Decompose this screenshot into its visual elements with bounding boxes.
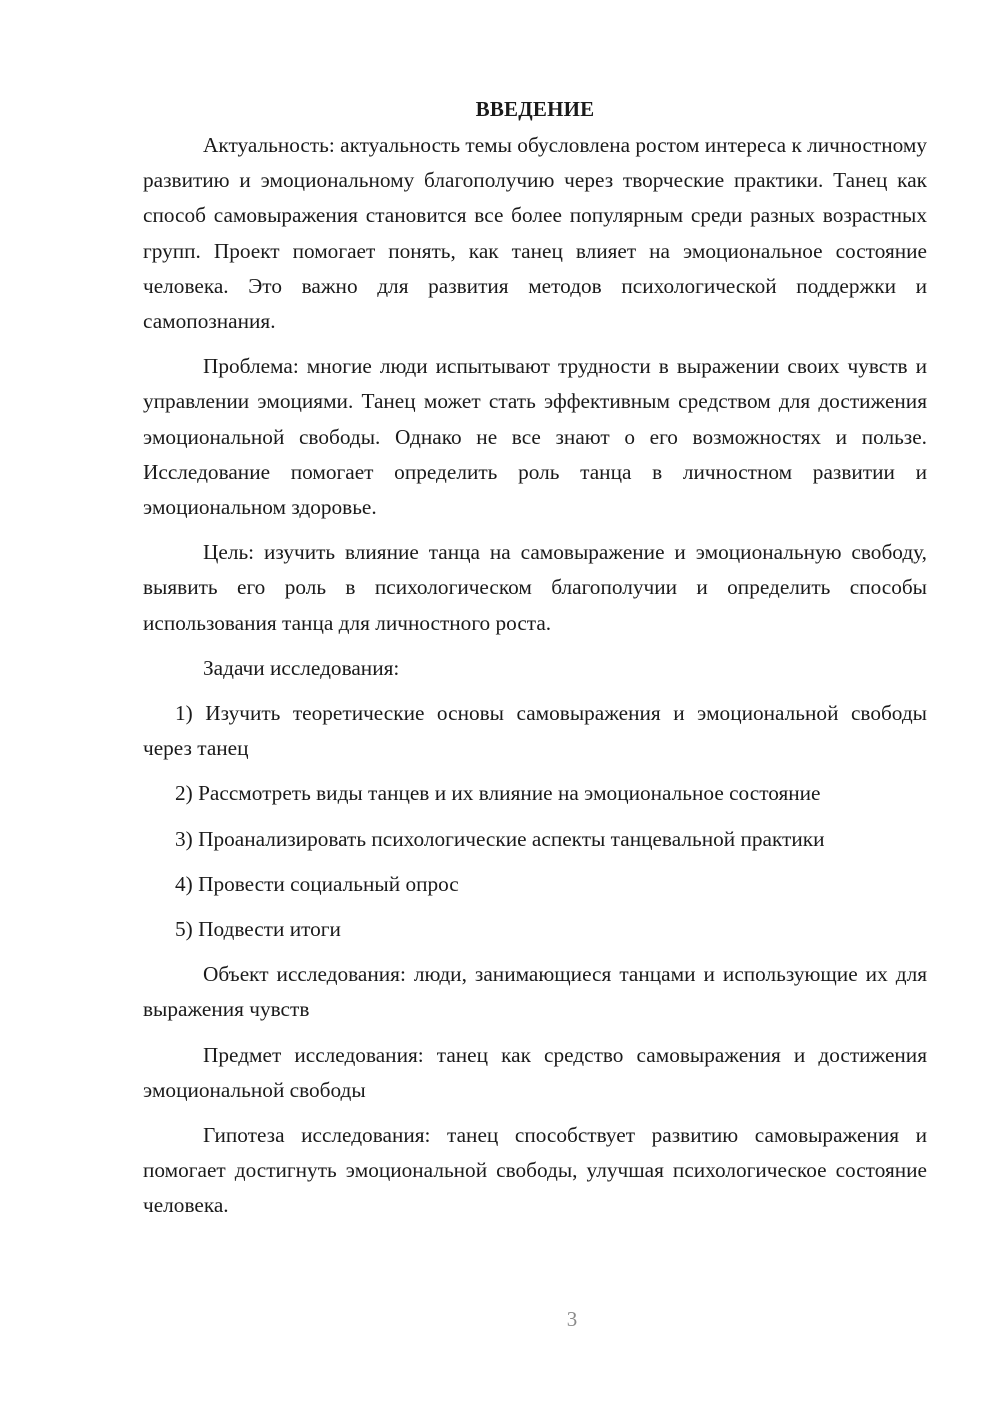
task-item-3: 3) Проанализировать психологические аспекты танцевальной практики: [175, 826, 825, 851]
paragraph-object: Объект исследования: люди, занимающиеся танцами и использующие их для выражения чувств: [143, 962, 927, 1022]
task-item-5: 5) Подвести итоги: [175, 917, 341, 942]
paragraph-hypothesis: Гипотеза исследования: танец способствует развитию самовыражения и помогает достигнуть эмоциональной свободы, улучшая психологическое состояние человека.: [143, 1123, 927, 1218]
task-item-2: 2) Рассмотреть виды танцев и их влияние на эмоциональное состояние: [175, 781, 821, 806]
paragraph-problem: Проблема: многие люди испытывают трудности в выражении своих чувств и управлении эмоциями. Танец может стать эффективным средством для достижения эмоциональной свободы. Однако не все знают о его возможностях и пользе. Исследование помогает определить роль танца в личностном развитии и эмоциональном здоровье.: [143, 354, 927, 520]
paragraph-tasks-intro: Задачи исследования:: [203, 655, 400, 680]
paragraph-subject: Предмет исследования: танец как средство самовыражения и достижения эмоциональной свободы: [143, 1042, 927, 1102]
paragraph-goal: Цель: изучить влияние танца на самовыражение и эмоциональную свободу, выявить его роль в психологическом благополучии и определить способы использования танца для личностного роста.: [143, 540, 927, 635]
page-number: 3: [566, 1307, 578, 1331]
task-item-4: 4) Провести социальный опрос: [175, 871, 459, 896]
tasks-list: [143, 696, 927, 947]
paragraph-relevance: Актуальность: актуальность темы обусловлена ростом интереса к личностному развитию и эмоциональному благополучию через творческие практики. Танец как способ самовыражения становится все более популярным среди разных возрастных групп. Проект помогает понять, как танец влияет на эмоциональное состояние человека. Это важно для развития методов психологической поддержки и самопознания.: [143, 133, 927, 334]
task-item-1: 1) Изучить теоретические основы самовыражения и эмоциональной свободы через танец: [143, 701, 927, 761]
section-heading: ВВЕДЕНИЕ: [475, 97, 595, 121]
document-page: [143, 92, 927, 1234]
